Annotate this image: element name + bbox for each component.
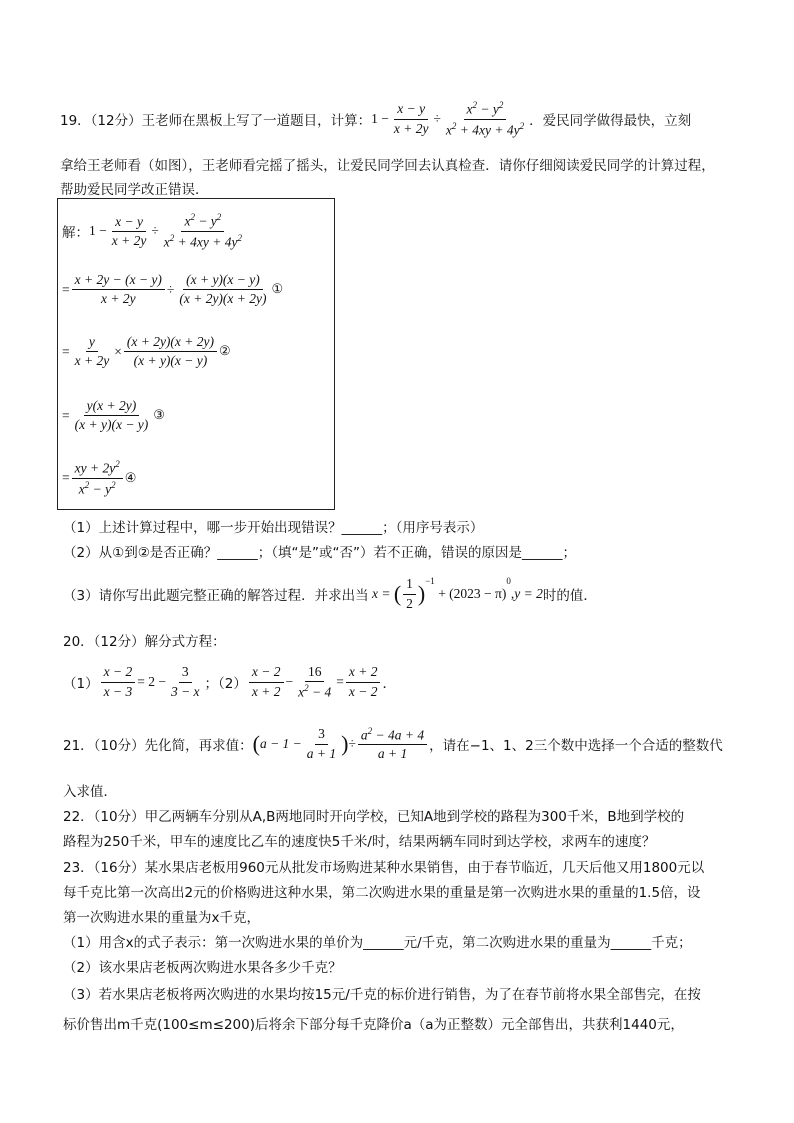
q19-after-expr: ．爱民同学做得最快，立刻 (529, 113, 692, 129)
solution-step-3: = $\frac{y(x + 2y)}{(x + y)(x - y)}$ ③ (62, 398, 165, 433)
q19-intro: 19．（12分）王老师在黑板上写了一道题目，计算： (60, 113, 372, 129)
q19-line3: 帮助爱民同学改正错误． (60, 182, 209, 198)
q19-line2: 拿给王老师看（如图），王老师看完摇了摇头，让爱民同学回去认真检查．请你仔细阅读爱民同学的计算过程， (60, 158, 715, 174)
step-marker-4: ④ (124, 470, 137, 486)
q20-part1-label: （1） (63, 676, 99, 692)
q23-line2: 每千克比第一次高出2元的价格购进这种水果，第二次购进水果的重量是第一次购进水果的重量的1.5倍，设 (63, 885, 701, 901)
solution-step-2: = $\frac{y}{x + 2y}$ × $\frac{(x + 2y)(x + 2y)}{(x + y)(x - y)}$ ② (62, 334, 231, 369)
q19-part3 (63, 572, 597, 616)
q22-line2: 路程为250千米，甲车的速度比乙车的速度快5千米/时，结果两辆车同时到达学校，求两车的速度？ (63, 834, 656, 850)
q20-end: ． (382, 676, 396, 692)
q23-line1: 23．（16分）某水果店老板用960元从批发市场购进某种水果销售，由于春节临近，几天后他又用1800元以 (63, 860, 705, 876)
q19-part3-b: 时的值． (542, 588, 597, 604)
solution-label: 解： (62, 225, 89, 242)
solution-step-1: = $\frac{x + 2y - (x - y)}{x + 2y}$ ÷ $\frac{(x + y)(x - y)}{(x + 2y)(x + 2y)}$ ① (62, 272, 284, 307)
q19-line1 (60, 98, 691, 140)
q19-part1: （1）上述计算过程中，哪一步开始出现错误？______；（用序号表示） (63, 520, 484, 536)
q22-line1: 22．（10分）甲乙两辆车分别从A,B两地同时开向学校，已知A地到学校的路程为300千米，B地到学校的 (63, 809, 685, 825)
q23-part1: （1）用含x的式子表示：第一次购进水果的单价为______元/千克，第二次购进水果的重量为______千克； (63, 935, 692, 951)
q21-line1: 21．（10分）先化简，再求值： ( a − 1 − $\frac{3}{a + 1}$ ) ÷ $\frac{a^2 - 4a + 4}{a + 1}$ ，请在−1、1、2三个数中选择一个合适的整数代 (63, 725, 723, 762)
step-marker-1: ① (271, 282, 284, 298)
q19-part3-condition: x = ( $\frac{1}{2}$ ) −1 + (2023 − π) 0 , y = 2 (368, 576, 543, 611)
q23-part3-line1: （3）若水果店老板将两次购进的水果均按15元/千克的标价进行销售，为了在春节前将水果全部售完，在按 (63, 987, 701, 1003)
solution-step-4: = $\frac{xy + 2y^2}{x^2 - y^2}$ ④ (62, 459, 137, 497)
step-marker-2: ② (219, 344, 231, 360)
q23-line3: 第一次购进水果的重量为x千克， (63, 910, 260, 926)
q19-part2: （2）从①到②是否正确？______；（填“是”或“否”）若不正确，错误的原因是______； (63, 545, 577, 561)
q19-expression: 1 − $\frac{x - y}{x + 2y}$ ÷ $\frac{x^2 - y^2}{x^2 + 4xy + 4y^2}$ (371, 99, 525, 137)
q23-part2: （2）该水果店老板两次购进水果各多少千克？ (63, 960, 342, 976)
q21-a: 21．（10分）先化简，再求值： (63, 738, 253, 754)
q20-separator: ；（2） (204, 676, 247, 692)
solution-line-0: 解： 1 − $\frac{x - y}{x + 2y}$ ÷ $\frac{x^2 - y^2}{x^2 + 4xy + 4y^2}$ (62, 212, 242, 250)
q21-b: ，请在−1、1、2三个数中选择一个合适的整数代 (429, 738, 723, 754)
q20-equations: （1） $\frac{x - 2}{x - 3}$ = 2 − $\frac{3}{3 - x}$ ；（2） $\frac{x - 2}{x + 2}$ − $\frac{16}{x^2 - 4}$ = $\frac{x + 2}{x - 2}$ ． (63, 663, 396, 700)
q20-title: 20．（12分）解分式方程： (63, 634, 226, 650)
step-marker-3: ③ (153, 408, 165, 424)
q23-part3-line2: 标价售出m千克(100≤m≤200)后将余下部分每千克降价a（a为正整数）元全部售出，共获利1440元， (63, 1017, 684, 1033)
q19-part3-a: （3）请你写出此题完整正确的解答过程．并求出当 (63, 588, 369, 604)
q21-line2: 入求值． (63, 784, 117, 800)
